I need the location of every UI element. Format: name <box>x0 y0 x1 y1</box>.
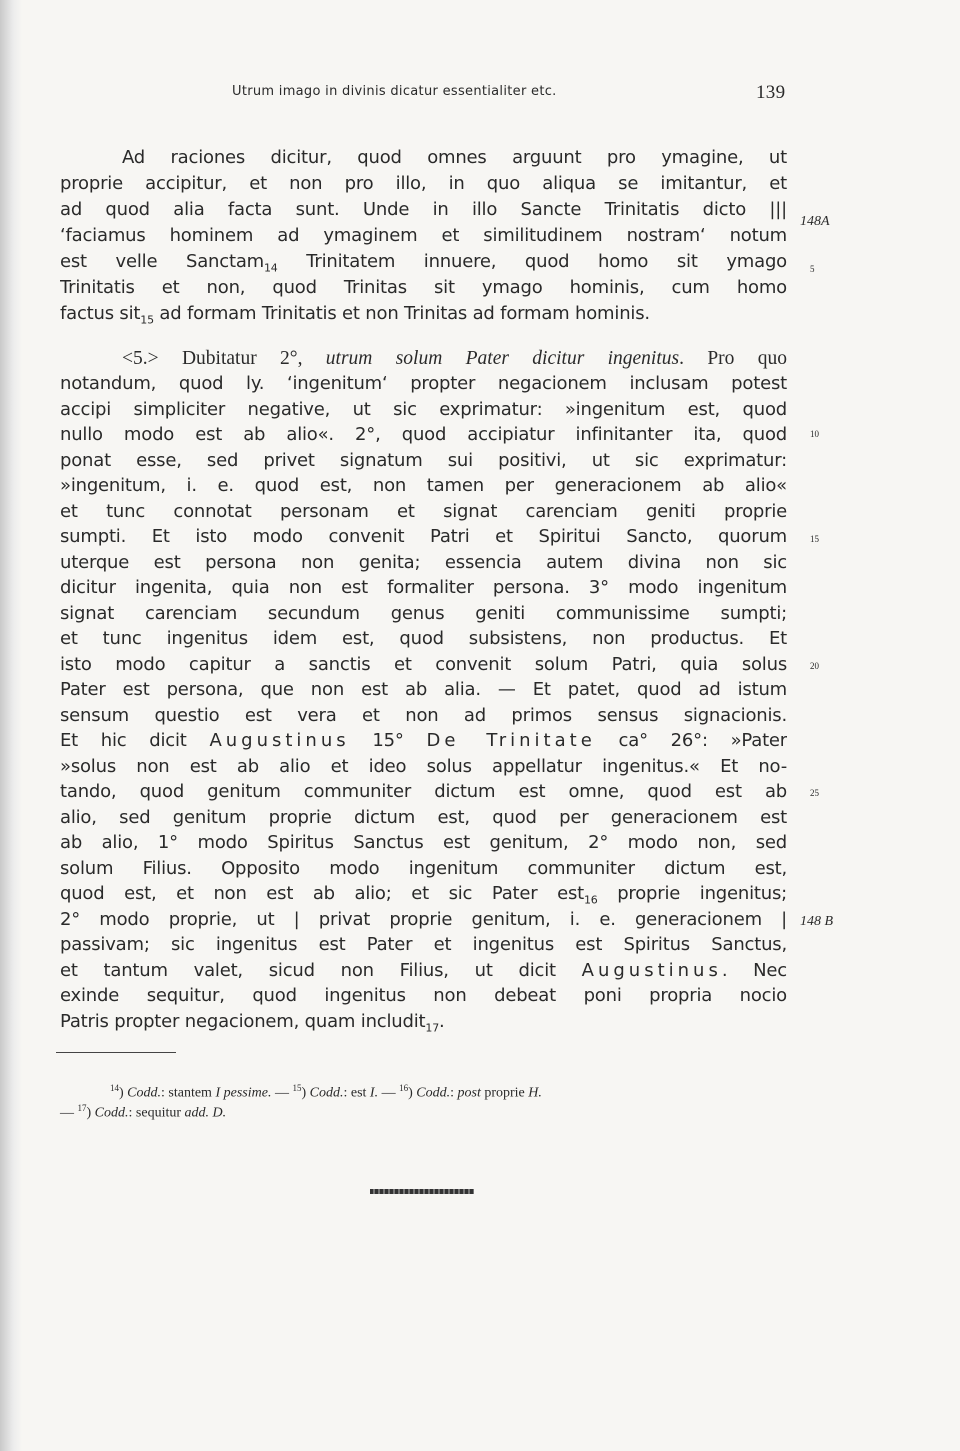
text-line: <5.> Dubitatur 2°, utrum solum Pater dicitur ingenitus. Pro quo <box>122 348 787 369</box>
footnote-line: — $^{17}$) Codd.: sequitur add. D. <box>60 1103 227 1121</box>
text-line: sumpti. Et isto modo convenit Patri et Spiritui Sancto, quorum <box>60 526 787 547</box>
text-line: »solus non est ab alio et ideo solus appellatur ingenitus.« Et no- <box>60 756 787 777</box>
margin-folio-ref: 148A <box>800 214 830 229</box>
page-number: 139 <box>756 82 786 103</box>
line-number: 15 <box>810 534 819 544</box>
text-line: accipi simpliciter negative, ut sic exprimatur: »ingenitum est, quod <box>60 399 787 420</box>
text-line: passivam; sic ingenitus est Pater et ingenitus est Spiritus Sanctus, <box>60 934 787 955</box>
text-line: tando, quod genitum communiter dictum est omne, quod est ab <box>60 781 787 802</box>
margin-folio-ref: 148 B <box>800 914 834 929</box>
text-line: ab alio, 1° modo Spiritus Sanctus est genitum, 2° modo non, sed <box>60 832 787 853</box>
line-number: 5 <box>810 264 815 274</box>
line-number: 20 <box>810 661 819 671</box>
footnote-rule <box>56 1052 176 1053</box>
text-line: et tunc ingenitus idem est, quod subsistens, non productus. Et <box>60 628 787 649</box>
note-ref: 17 <box>425 1021 439 1035</box>
footnote-line: $^{14}$) Codd.: stantem I pessime. — $^{15}$) Codd.: est I. — $^{16}$) Codd.: post proprie H. <box>110 1083 542 1101</box>
text-line: alio, sed genitum proprie dictum est, quod per generacionem est <box>60 807 787 828</box>
text-line: dicitur ingenita, quia non est formaliter persona. 3° modo ingenitum <box>60 577 787 598</box>
text-line: uterque est persona non genita; essencia autem divina non sic <box>60 552 787 573</box>
line-number: 25 <box>810 788 819 798</box>
line-number: 10 <box>810 429 819 439</box>
text-line: exinde sequitur, quod ingenitus non debeat poni propria nocio <box>60 985 787 1006</box>
running-title: Utrum imago in divinis dicatur essentialiter etc. <box>232 84 557 99</box>
text-line: Pater est persona, que non est ab alia. — Et patet, quod ad istum <box>60 679 787 700</box>
text-line: solum Filius. Opposito modo ingenitum communiter dictum est, <box>60 858 787 879</box>
text-line: et tantum valet, sicud non Filius, ut dicit Augustinus. Nec <box>60 960 787 981</box>
text-line: Ad raciones dicitur, quod omnes arguunt pro ymagine, ut <box>122 147 787 168</box>
text-line: ponat esse, sed privet signatum sui positivi, ut sic exprimatur: <box>60 450 787 471</box>
text-line: isto modo capitur a sanctis et convenit solum Patri, quia solus <box>60 654 787 675</box>
text-line: quod est, et non est ab alio; et sic Pater est$_{16}$ proprie ingenitus; <box>60 883 787 907</box>
text-line: est velle Sanctam$_{14}$ Trinitatem innuere, quod homo sit ymago <box>60 251 787 275</box>
text-line: sensum questio est vera et non ad primos sensus signacionis. <box>60 705 787 726</box>
text-line: signat carenciam secundum genus geniti communissime sumpti; <box>60 603 787 624</box>
end-ornament <box>370 1189 474 1194</box>
text-line: et tunc connotat personam et signat carenciam geniti proprie <box>60 501 787 522</box>
text-line: »ingenitum, i. e. quod est, non tamen per generacionem ab alio« <box>60 475 787 496</box>
text-line: Patris propter negacionem, quam includit$_{17}$. <box>60 1011 445 1035</box>
text-line: notandum, quod ly. ‘ingenitum‘ propter negacionem inclusam potest <box>60 373 787 394</box>
note-ref: 16 <box>583 893 598 907</box>
spaced-author: Augustinus <box>209 730 350 751</box>
spaced-work-title: De Trinitate <box>426 730 596 751</box>
text-line: proprie accipitur, et non pro illo, in quo aliqua se imitantur, et <box>60 173 787 194</box>
text-line: ‘faciamus hominem ad ymaginem et similitudinem nostram‘ notum <box>60 225 787 246</box>
text-line: nullo modo est ab alio«. 2°, quod accipiatur infinitanter ita, quod <box>60 424 787 445</box>
text-line: 2° modo proprie, ut | privat proprie genitum, i. e. generacionem | <box>60 909 787 930</box>
running-head <box>0 84 960 104</box>
spaced-author: Augustinus <box>581 960 722 981</box>
text-line: factus sit$_{15}$ ad formam Trinitatis et non Trinitas ad formam hominis. <box>60 303 650 327</box>
text-line: Et hic dicit Augustinus 15° De Trinitate ca° 26°: »Pater <box>60 730 787 751</box>
note-ref: 14 <box>263 261 278 275</box>
text-line: Trinitatis et non, quod Trinitas sit ymago hominis, cum homo <box>60 277 787 298</box>
note-ref: 15 <box>140 313 154 327</box>
page-binding-shadow <box>0 0 22 1451</box>
text-line: ad quod alia facta sunt. Unde in illo Sancte Trinitatis dicto ||| <box>60 199 787 220</box>
